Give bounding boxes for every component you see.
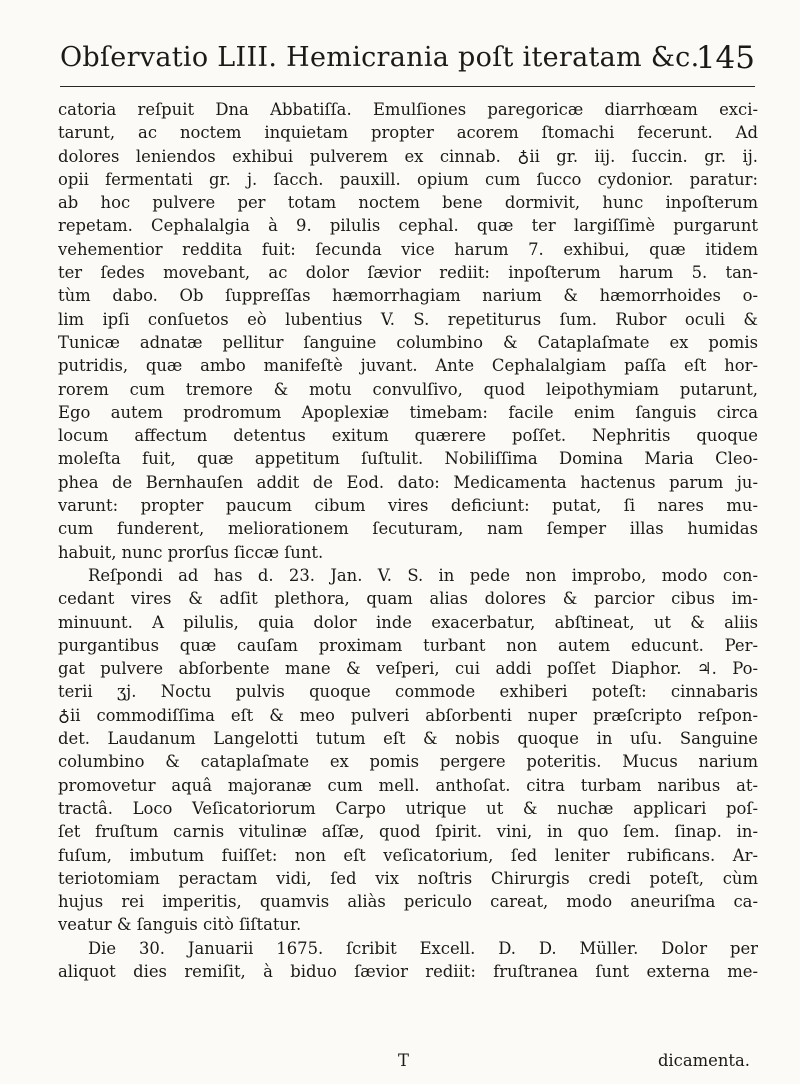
catchword: dicamenta. [657, 1051, 750, 1070]
running-header [60, 40, 755, 96]
text-line: det. Laudanum Langelotti tutum eſt & nobis quoque in uſu. Sanguine [58, 729, 758, 749]
text-line: veatur & ſanguis citò ſiſtatur. [58, 915, 302, 935]
text-line: phea de Bernhauſen addit de Eod. dato: Medicamenta hactenus parum ju- [58, 472, 758, 492]
signature-mark: T [398, 1051, 409, 1070]
body-text [58, 98, 758, 983]
page-number: 145 [695, 40, 755, 76]
text-line: habuit, nunc prorſus ſiccæ ſunt. [58, 542, 324, 562]
text-line: varunt: propter paucum cibum vires deficiunt: putat, ſi nares mu- [58, 496, 758, 516]
text-line: vehementior reddita fuit: ſecunda vice harum 7. exhibui, quæ itidem [58, 239, 758, 259]
text-line: Die 30. Januarii 1675. ſcribit Excell. D. D. Müller. Dolor per [88, 938, 758, 958]
text-line: tùm dabo. Ob ſuppreſſas hæmorrhagiam narium & hæmorrhoides o- [58, 286, 758, 306]
text-line: gat pulvere abſorbente mane & veſperi, cui addi poſſet Diaphor. ♃. Po- [58, 659, 758, 679]
text-line: lim ipſi conſuetos eò lubentius V. S. repetiturus ſum. Rubor oculi & [58, 309, 758, 329]
page-footer [58, 1051, 758, 1075]
text-line: ter ſedes movebant, ac dolor ſævior rediit: inpoſterum harum 5. tan- [58, 263, 758, 283]
text-line: Reſpondi ad has d. 23. Jan. V. S. in pede non improbo, modo con- [88, 565, 758, 585]
text-line: columbino & cataplaſmate ex pomis pergere poteritis. Mucus narium [58, 752, 758, 772]
text-line: cum funderent, meliorationem ſecuturam, nam ſemper illas humidas [58, 519, 758, 539]
text-line: moleſta fuit, quæ appetitum ſuſtulit. Nobiliſſima Domina Maria Cleo- [58, 449, 758, 469]
text-line: tractâ. Loco Veſicatoriorum Carpo utrique ut & nuchæ applicari poſ- [58, 798, 758, 818]
text-line: ab hoc pulvere per totam noctem bene dormivit, hunc inpoſterum [58, 193, 758, 213]
text-line: tarunt, ac noctem inquietam propter acorem ſtomachi fecerunt. Ad [58, 123, 758, 143]
text-line: Tunicæ adnatæ pellitur ſanguine columbino & Cataplaſmate ex pomis [58, 332, 758, 352]
text-line: minuunt. A pilulis, quia dolor inde exacerbatur, abſtineat, ut & aliis [58, 612, 758, 632]
text-line: promovetur aquâ majoranæ cum mell. anthoſat. citra turbam naribus at- [58, 775, 758, 795]
text-line: ſet fruſtum carnis vitulinæ aſſæ, quod ſpirit. vini, in quo ſem. ſinap. in- [58, 822, 758, 842]
text-line: ♁ii commodiſſima eſt & meo pulveri abſorbenti nuper præſcripto reſpon- [58, 705, 758, 725]
text-line: fuſum, imbutum fuiſſet: non eſt veſicatorium, ſed leniter rubificans. Ar- [58, 845, 758, 865]
text-line: teriotomiam peractam vidi, ſed vix noſtris Chirurgis credi poteſt, cùm [58, 868, 758, 888]
header-rule [60, 86, 755, 87]
running-title: Obſervatio LIII. Hemicrania poſt iteratam &c. [60, 42, 700, 73]
text-line: purgantibus quæ cauſam proximam turbant non autem educunt. Per- [58, 635, 758, 655]
text-line: locum affectum detentus exitum quærere poſſet. Nephritis quoque [58, 426, 758, 446]
text-line: catoria reſpuit Dna Abbatiſſa. Emulſiones paregoricæ diarrhœam exci- [58, 100, 758, 119]
text-line: repetam. Cephalalgia à 9. pilulis cephal. quæ ter largiſſimè purgarunt [58, 216, 758, 236]
text-line: hujus rei imperitis, quamvis aliàs periculo careat, modo aneuriſma ca- [58, 892, 758, 912]
text-line: terii ʒj. Noctu pulvis quoque commode exhiberi poteſt: cinnabaris [58, 682, 758, 702]
text-line: aliquot dies remiſit, à biduo ſævior rediit: fruſtranea ſunt externa me- [58, 961, 758, 981]
text-line: rorem cum tremore & motu convulſivo, quod leipothymiam putarunt, [58, 379, 758, 399]
text-line: cedant vires & adſit plethora, quam alias dolores & parcior cibus im- [58, 589, 758, 609]
text-line: opii fermentati gr. j. ſacch. pauxill. opium cum ſucco cydonior. paratur: [58, 169, 758, 189]
text-line: putridis, quæ ambo manifeſtè juvant. Ante Cephalalgiam paſſa eſt hor- [58, 356, 758, 376]
text-line: Ego autem prodromum Apoplexiæ timebam: facile enim ſanguis circa [58, 402, 758, 422]
text-line: dolores leniendos exhibui pulverem ex cinnab. ♁ii gr. iij. ſuccin. gr. ij. [58, 146, 758, 166]
